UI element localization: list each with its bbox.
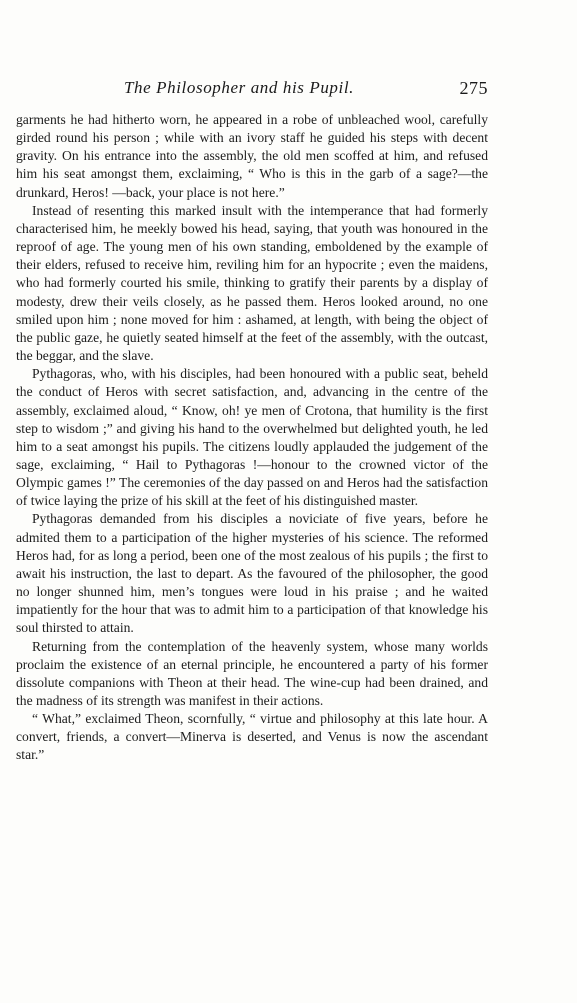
paragraph: Pythagoras, who, with his disciples, had been honoured with a public seat, beheld the conduct of Heros with secret satisfaction, and, advancing in the centre of the assembly, exclaimed aloud, “ Know, oh! ye men of Crotona, that humility is the first step to wisdom ;” and giving his hand to the overwhelmed but delighted youth, he led him to a seat amongst his pupils. The citizens loudly applauded the judgement of the sage, exclaiming, “ Hail to Pythagoras !—honour to the crowned victor of the Olympic games !” The ceremonies of the day passed on and Heros had the satisfaction of twice laying the prize of his skill at the feet of his distinguished master. bbox=[16, 366, 488, 509]
paragraph: garments he had hitherto worn, he appeared in a robe of unbleached wool, carefully girded round his person ; while with an ivory staff he guided his steps with decent gravity. On his entrance into the assembly, the old men scoffed at him, and refused him his seat amongst them, exclaiming, “ Who is this in the garb of a sage?—the drunkard, Heros! —back, your place is not here.” bbox=[16, 112, 488, 200]
running-title: The Philosopher and his Pupil. bbox=[124, 78, 355, 97]
paragraph: Instead of resenting this marked insult with the intemperance that had formerly characterised him, he meekly bowed his head, saying, that youth was honoured in the reproof of age. The young men of his own standing, emboldened by the example of their elders, refused to receive him, reviling him for an hypocrite ; even the maidens, who had formerly courted his smile, thinking to gratify their parents by a display of modesty, drew their veils closely, as he passed them. Heros looked around, no one smiled upon him ; none moved for him : ashamed, at length, with being the object of the public gaze, he quietly seated himself at the feet of the assembly, with the outcast, the beggar, and the slave. bbox=[16, 202, 488, 364]
body-text bbox=[16, 111, 488, 765]
paragraph: Returning from the contemplation of the heavenly system, whose many worlds proclaim the existence of an eternal principle, he encountered a party of his former dissolute companions with Theon at their head. The wine-cup had been drained, and the madness of its strength was manifest in their actions. bbox=[16, 638, 488, 708]
page-number: 275 bbox=[459, 78, 488, 98]
paragraph: “ What,” exclaimed Theon, scornfully, “ virtue and philosophy at this late hour. A convert, friends, a convert—Minerva is deserted, and Venus is now the ascendant star.” bbox=[16, 711, 488, 763]
page-header bbox=[16, 78, 488, 104]
paragraph: Pythagoras demanded from his disciples a noviciate of five years, before he admited them to a participation of the higher mysteries of his science. The reformed Heros had, for as long a period, been one of the most zealous of his pupils ; the first to await his instruction, the last to depart. As the favoured of the philosopher, the good no longer shunned him, men’s tongues were loud in his praise ; and he waited impatiently for the hour that was to admit him to a participation of that knowledge his soul thirsted to attain. bbox=[16, 511, 488, 636]
